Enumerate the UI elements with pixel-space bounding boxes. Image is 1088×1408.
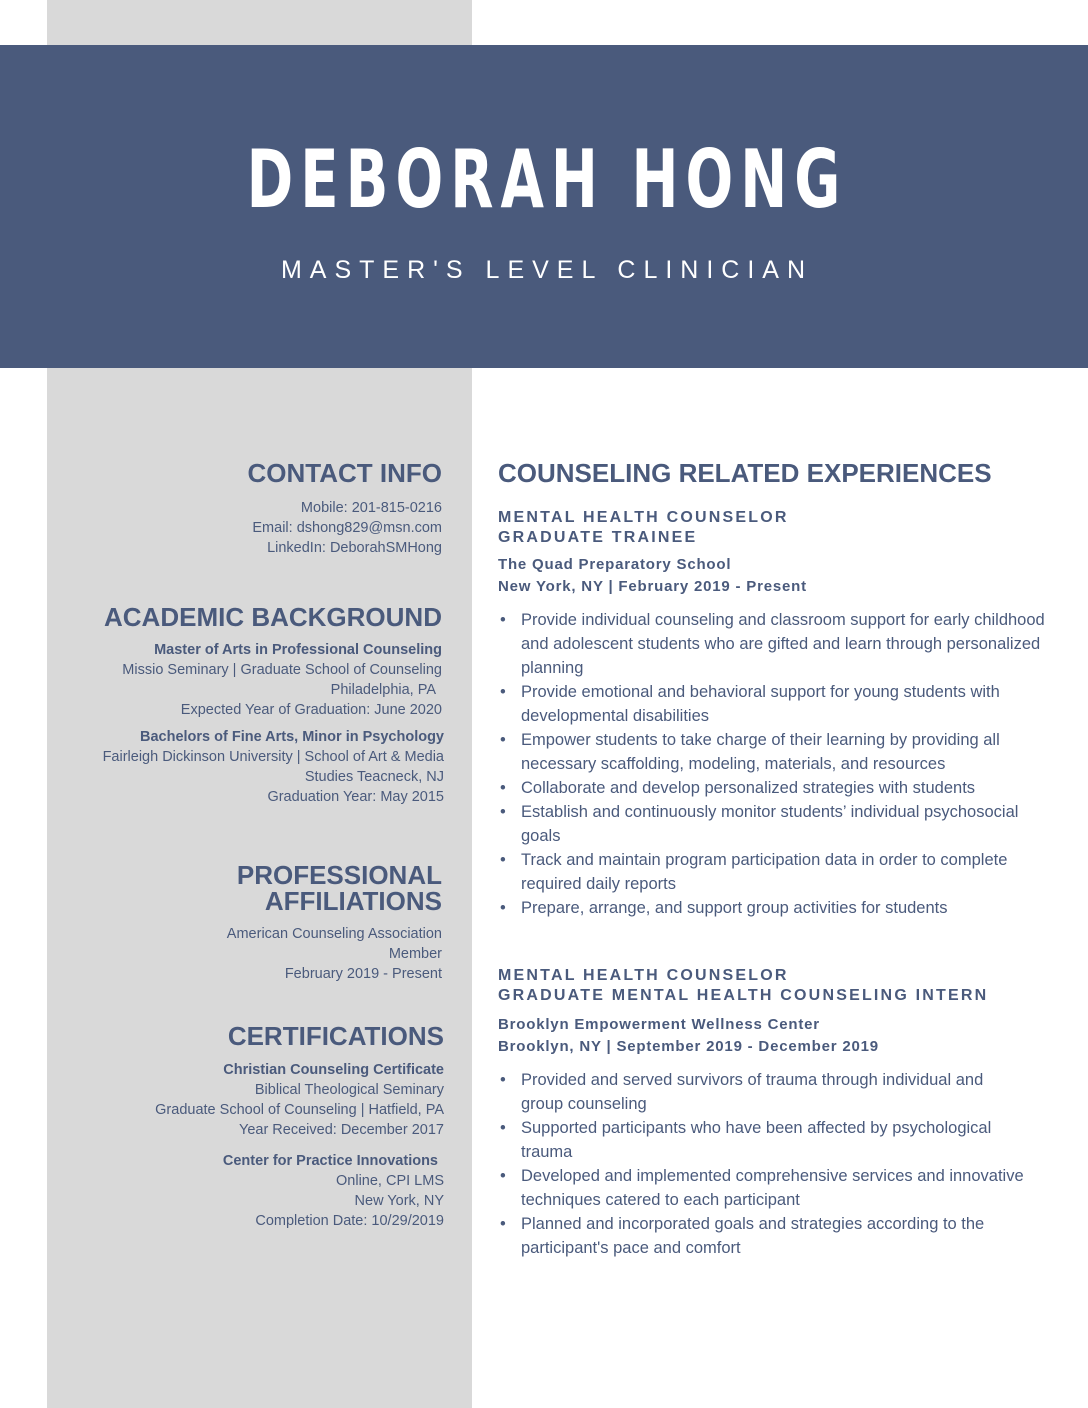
bullet-icon: •	[500, 731, 506, 749]
list-item	[498, 1068, 1028, 1116]
bullet-icon: •	[500, 899, 506, 917]
bullet-icon: •	[500, 779, 506, 797]
bullet-icon: •	[500, 851, 506, 869]
list-item	[498, 728, 1058, 776]
contact-email: Email: dshong829@msn.com	[252, 520, 442, 536]
experience-heading: COUNSELING RELATED EXPERIENCES	[498, 458, 992, 488]
list-item	[498, 776, 1058, 800]
job2-organization: Brooklyn Empowerment Wellness Center	[498, 1016, 820, 1033]
list-item	[498, 848, 1058, 896]
bullet-icon: •	[500, 1215, 506, 1233]
list-item	[498, 680, 1058, 728]
job2-role: MENTAL HEALTH COUNSELOR	[498, 967, 789, 984]
candidate-title: MASTER'S LEVEL CLINICIAN	[280, 256, 814, 284]
affiliations-section	[60, 862, 442, 984]
degree1-year: Expected Year of Graduation: June 2020	[180, 702, 442, 718]
cert2-date: Completion Date: 10/29/2019	[255, 1213, 444, 1229]
list-item-text: Collaborate and develop personalized strategies with students	[521, 779, 976, 797]
bullet-icon: •	[500, 1071, 506, 1089]
cert1-year: Year Received: December 2017	[238, 1122, 444, 1138]
list-item-text: Track and maintain program participation data in order to complete required daily reports	[521, 851, 1008, 893]
degree2-title: Bachelors of Fine Arts, Minor in Psychology	[139, 729, 444, 745]
candidate-name: DEBORAH HONG	[246, 133, 848, 226]
cert2-mode: Online, CPI LMS	[336, 1173, 444, 1189]
job2-place-date: Brooklyn, NY | September 2019 - December 2019	[498, 1038, 879, 1055]
job1-organization: The Quad Preparatory School	[498, 556, 732, 573]
list-item-text: Empower students to take charge of their learning by providing all necessary scaffolding, modeling, materials, and resources	[521, 731, 1000, 773]
degree1-school: Missio Seminary | Graduate School of Counseling	[122, 662, 442, 678]
cert1-issuer: Biblical Theological Seminary	[254, 1082, 444, 1098]
job1-role: MENTAL HEALTH COUNSELOR	[498, 509, 789, 526]
cert1-title: Christian Counseling Certificate	[223, 1062, 444, 1078]
job1-role-sub: GRADUATE TRAINEE	[498, 529, 698, 546]
list-item	[498, 800, 1058, 848]
contact-linkedin: LinkedIn: DeborahSMHong	[267, 540, 442, 556]
list-item	[498, 1164, 1028, 1212]
list-item-text: Supported participants who have been affected by psychological trauma	[521, 1119, 992, 1161]
contact-heading: CONTACT INFO	[247, 458, 442, 488]
job2-bullets	[498, 1068, 1028, 1260]
list-item	[498, 896, 1058, 920]
certifications-section	[60, 1023, 442, 1231]
list-item-text: Prepare, arrange, and support group activities for students	[521, 899, 948, 917]
degree2-school-cont: Studies Teacneck, NJ	[304, 769, 444, 785]
bullet-icon: •	[500, 1167, 506, 1185]
contact-section	[60, 460, 442, 558]
job2-role-sub: GRADUATE MENTAL HEALTH COUNSELING INTERN	[498, 987, 989, 1004]
bullet-icon: •	[500, 683, 506, 701]
cert2-location: New York, NY	[354, 1193, 444, 1209]
list-item-text: Provided and served survivors of trauma through individual and group counseling	[521, 1071, 984, 1113]
list-item	[498, 1212, 1028, 1260]
list-item-text: Planned and incorporated goals and strategies according to the participant's pace and comfort	[521, 1215, 985, 1257]
list-item-text: Establish and continuously monitor students’ individual psychosocial goals	[521, 803, 1019, 845]
affiliation-org: American Counseling Association	[226, 926, 442, 942]
experience-section	[498, 460, 1058, 1260]
academic-heading: ACADEMIC BACKGROUND	[104, 602, 442, 632]
contact-mobile: Mobile: 201-815-0216	[300, 500, 442, 516]
list-item-text: Developed and implemented comprehensive services and innovative techniques catered to each participant	[521, 1167, 1024, 1209]
job1-place-date: New York, NY | February 2019 - Present	[498, 578, 807, 595]
list-item-text: Provide emotional and behavioral support for young students with developmental disabilities	[521, 683, 1000, 725]
list-item-text: Provide individual counseling and classroom support for early childhood and adolescent students who are gifted and learn through personalized planning	[521, 611, 1045, 677]
bullet-icon: •	[500, 803, 506, 821]
degree2-school: Fairleigh Dickinson University | School of Art & Media	[102, 749, 444, 765]
cert1-school: Graduate School of Counseling | Hatfield, PA	[155, 1102, 444, 1118]
bullet-icon: •	[500, 611, 506, 629]
affiliations-heading: PROFESSIONAL AFFILIATIONS	[236, 860, 442, 916]
degree2-year: Graduation Year: May 2015	[267, 789, 444, 805]
list-item	[498, 1116, 1028, 1164]
degree1-location: Philadelphia, PA	[330, 682, 436, 698]
degree1-title: Master of Arts in Professional Counseling	[154, 642, 442, 658]
job1-bullets	[498, 608, 1058, 920]
cert2-title: Center for Practice Innovations	[222, 1153, 438, 1169]
affiliation-dates: February 2019 - Present	[284, 966, 442, 982]
certifications-heading: CERTIFICATIONS	[227, 1021, 444, 1051]
affiliation-role: Member	[388, 946, 442, 962]
bullet-icon: •	[500, 1119, 506, 1137]
list-item	[498, 608, 1058, 680]
academic-section	[60, 604, 442, 807]
